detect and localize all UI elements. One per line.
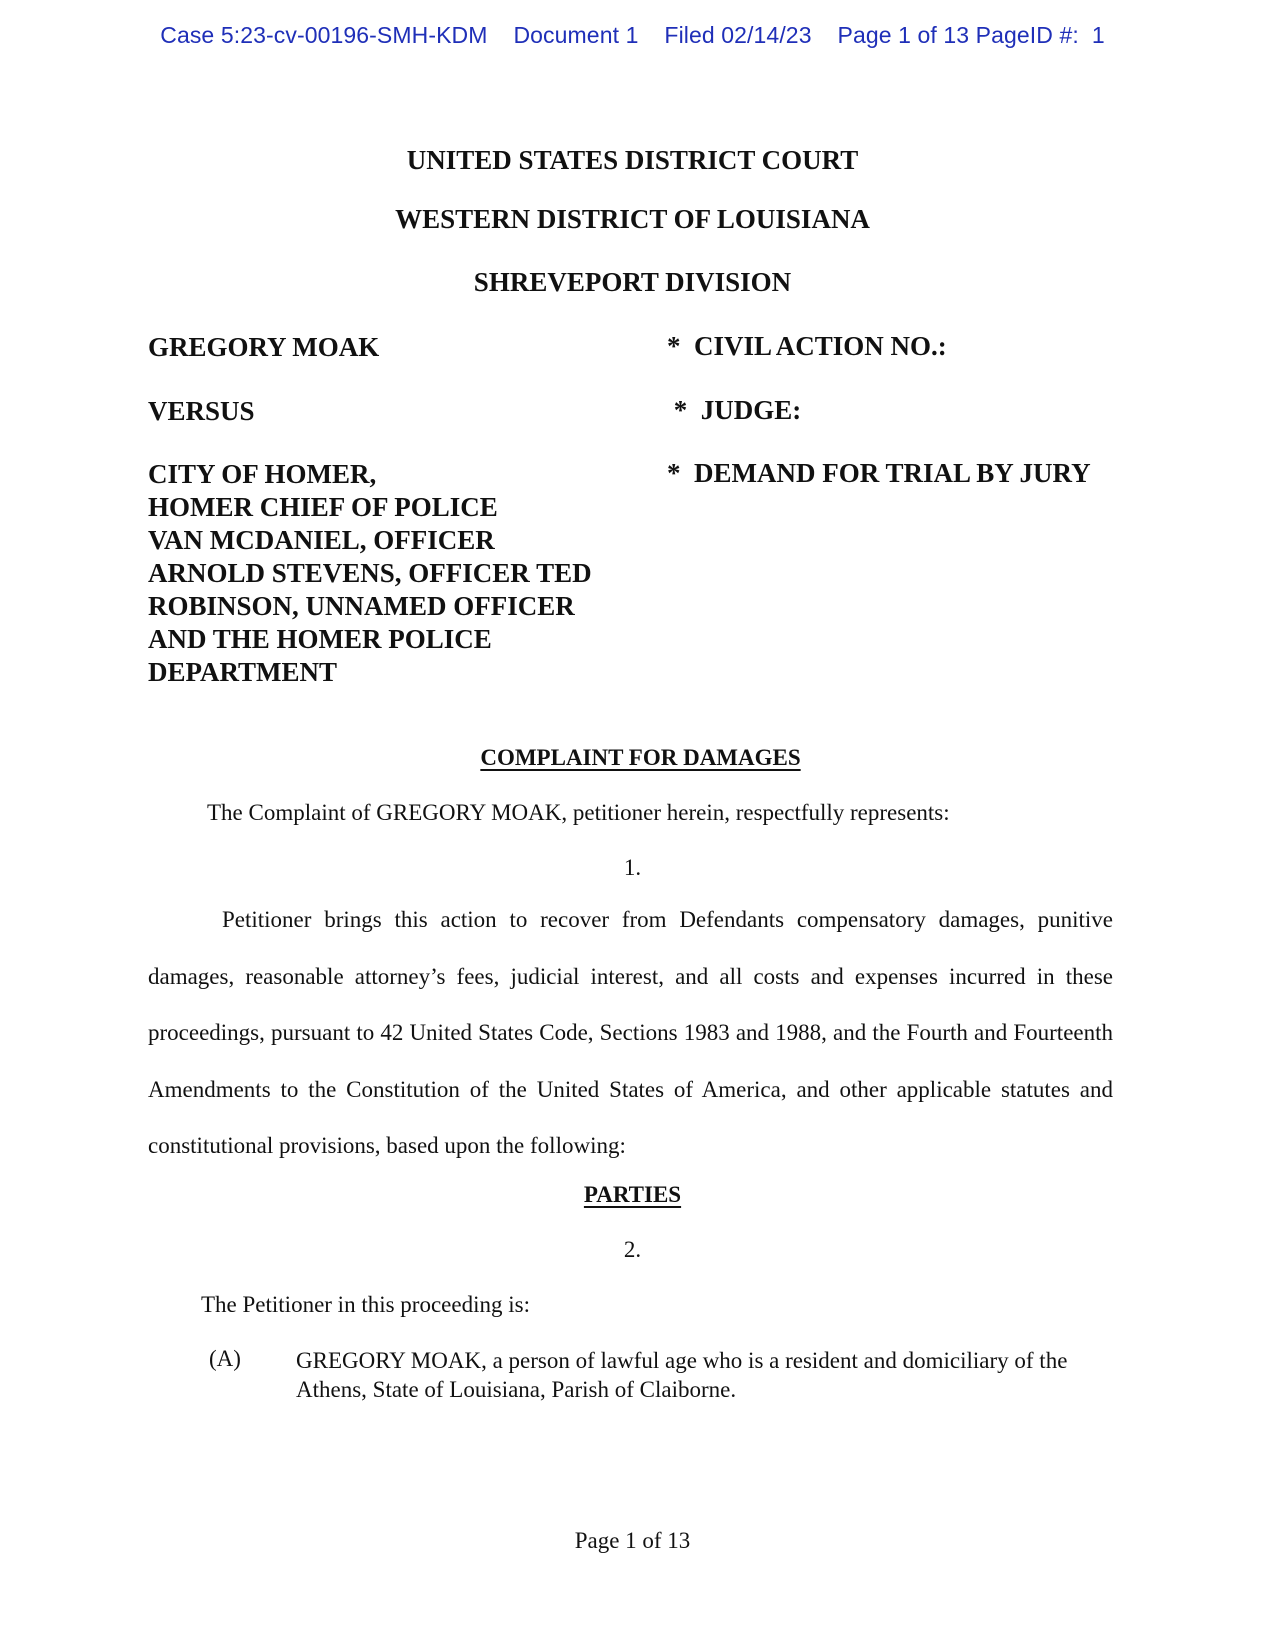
court-division: SHREVEPORT DIVISION <box>473 267 792 297</box>
parties-heading: PARTIES <box>583 1182 682 1207</box>
item-a-label: (A) <box>209 1346 241 1371</box>
defendants-block <box>148 458 592 689</box>
complaint-title: COMPLAINT FOR DAMAGES <box>480 745 801 770</box>
plaintiff-name: GREGORY MOAK <box>148 332 380 362</box>
defendant-line: DEPARTMENT <box>148 657 338 687</box>
jury-demand: * DEMAND FOR TRIAL BY JURY <box>667 458 1091 488</box>
page-footer: Page 1 of 13 <box>574 1528 691 1553</box>
court-name: UNITED STATES DISTRICT COURT <box>406 145 859 175</box>
paragraph-2-intro: The Petitioner in this proceeding is: <box>201 1292 530 1317</box>
paragraph-number: 1. <box>623 855 642 880</box>
court-district: WESTERN DISTRICT OF LOUISIANA <box>395 204 870 234</box>
defendant-line: ROBINSON, UNNAMED OFFICER <box>148 591 575 621</box>
paragraph-1-text: Petitioner brings this action to recover from Defendants compensatory damages, punitive damages, reasonable attorney’s fees, judicial interest, and all costs and expenses incurred in these proceedings, pursuant to 42 United States Code, Sections 1983 and 1988, and the Fourth and Fourteenth Amendments to the Constitution of the United States of America, and other applicable statutes and constitutional provisions, based upon the following: <box>148 907 1113 1158</box>
paragraph-number: 2. <box>623 1237 642 1262</box>
defendant-line: ARNOLD STEVENS, OFFICER TED <box>148 558 592 588</box>
defendant-line: AND THE HOMER POLICE <box>148 624 492 654</box>
civil-action-number: * CIVIL ACTION NO.: <box>667 331 947 361</box>
versus-label: VERSUS <box>148 396 255 426</box>
judge-label: * JUDGE: <box>667 395 802 425</box>
complaint-intro: The Complaint of GREGORY MOAK, petitioner herein, respectfully represents: <box>207 800 950 825</box>
filing-stamp-header: Case 5:23-cv-00196-SMH-KDM Document 1 Filed 02/14/23 Page 1 of 13 PageID #: 1 <box>160 22 1105 48</box>
defendant-line: VAN MCDANIEL, OFFICER <box>148 525 495 555</box>
item-a-text: GREGORY MOAK, a person of lawful age who is a resident and domiciliary of the Athens, State of Louisiana, Parish of Claiborne. <box>296 1348 1068 1402</box>
defendant-line: CITY OF HOMER, <box>148 459 377 489</box>
defendant-line: HOMER CHIEF OF POLICE <box>148 492 498 522</box>
